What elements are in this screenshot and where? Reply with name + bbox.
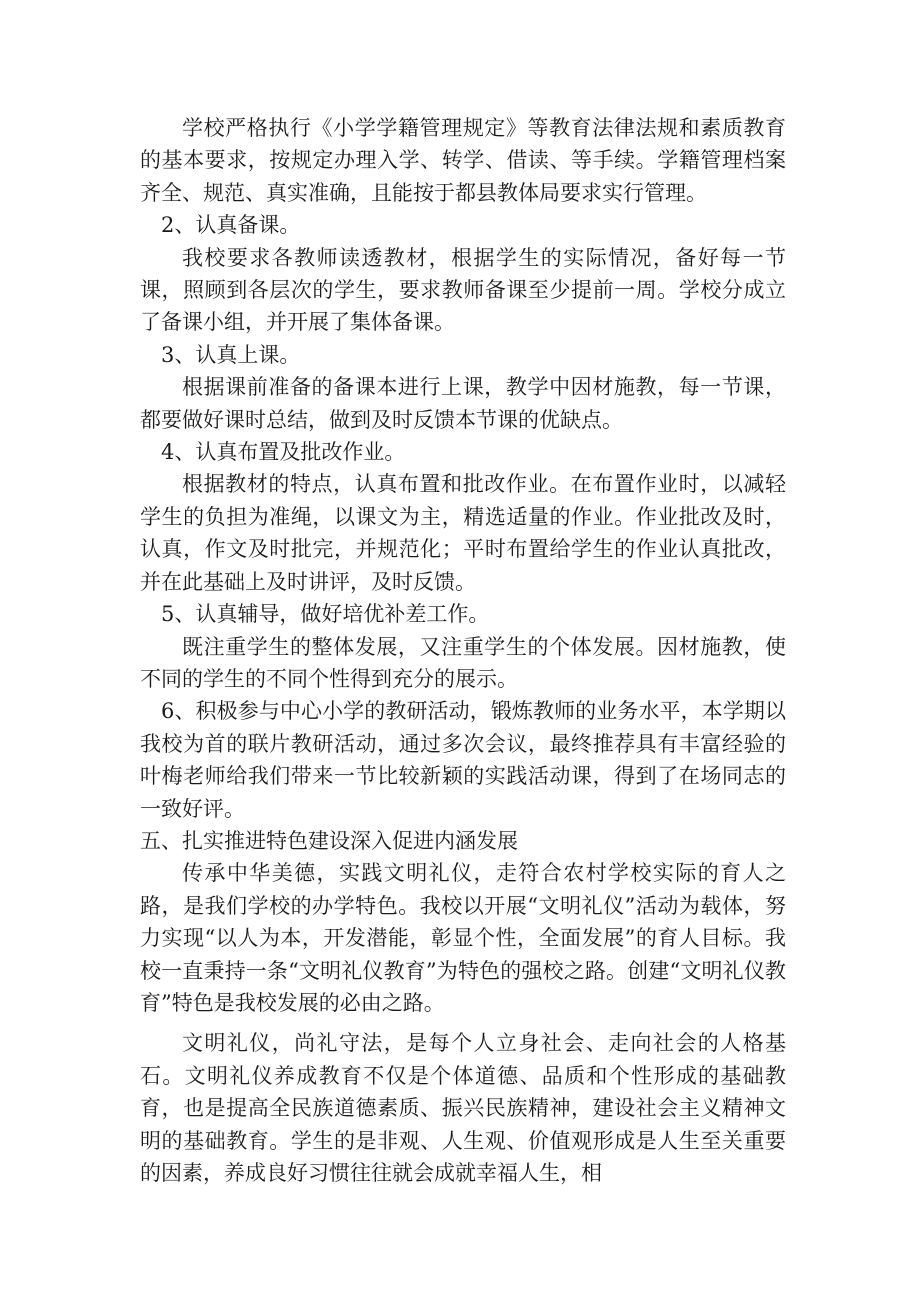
section-heading-feature-building: 五、扎实推进特色建设深入促进内涵发展	[140, 828, 518, 853]
paragraph-teaching: 根据课前准备的备课本进行上课，教学中因材施教，每一节课，都要做好课时总结，做到及时反馈本节课的优缺点。	[140, 375, 786, 432]
heading-homework: 4、认真布置及批改作业。	[161, 440, 406, 465]
heading-lesson-preparation: 2、认真备课。	[161, 213, 301, 238]
paragraph-teaching-research: 6、积极参与中心小学的教研活动，锻炼教师的业务水平，本学期以我校为首的联片教研活动，通过多次会议，最终推荐具有丰富经验的叶梅老师给我们带来一节比较新颖的实践活动课，得到了在场同志的一致好评。	[140, 699, 786, 821]
paragraph-student-registration: 学校严格执行《小学学籍管理规定》等教育法律法规和素质教育的基本要求，按规定办理入学、转学、借读、等手续。学籍管理档案齐全、规范、真实准确，且能按于都县教体局要求实行管理。	[140, 116, 786, 205]
paragraph-homework: 根据教材的特点，认真布置和批改作业。在布置作业时，以减轻学生的负担为准绳，以课文为主，精选适量的作业。作业批改及时，认真，作文及时批完，并规范化；平时布置给学生的作业认真批改，并在此基础上及时讲评，及时反馈。	[140, 472, 786, 594]
heading-tutoring: 5、认真辅导，做好培优补差工作。	[161, 602, 490, 627]
document-page	[140, 112, 786, 1189]
paragraph-tutoring: 既注重学生的整体发展，又注重学生的个体发展。因材施教，使不同的学生的不同个性得到充分的展示。	[140, 634, 786, 691]
paragraph-school-feature: 传承中华美德，实践文明礼仪，走符合农村学校实际的育人之路，是我们学校的办学特色。我校以开展“文明礼仪”活动为载体，努力实现“以人为本，开发潜能，彰显个性，全面发展”的育人目标。我校一直秉持一条“文明礼仪教育”为特色的强校之路。创建“文明礼仪教育”特色是我校发展的必由之路。	[140, 861, 786, 1015]
heading-teaching: 3、认真上课。	[161, 342, 301, 367]
paragraph-etiquette-education: 文明礼仪，尚礼守法，是每个人立身社会、走向社会的人格基石。文明礼仪养成教育不仅是个体道德、品质和个性形成的基础教育，也是提高全民族道德素质、振兴民族精神，建设社会主义精神文明的基础教育。学生的是非观、人生观、价值观形成是人生至关重要的因素，养成良好习惯往往就会成就幸福人生，相	[140, 1031, 786, 1185]
paragraph-lesson-preparation: 我校要求各教师读透教材，根据学生的实际情况，备好每一节课，照顾到各层次的学生，要求教师备课至少提前一周。学校分成立了备课小组，并开展了集体备课。	[140, 245, 786, 335]
